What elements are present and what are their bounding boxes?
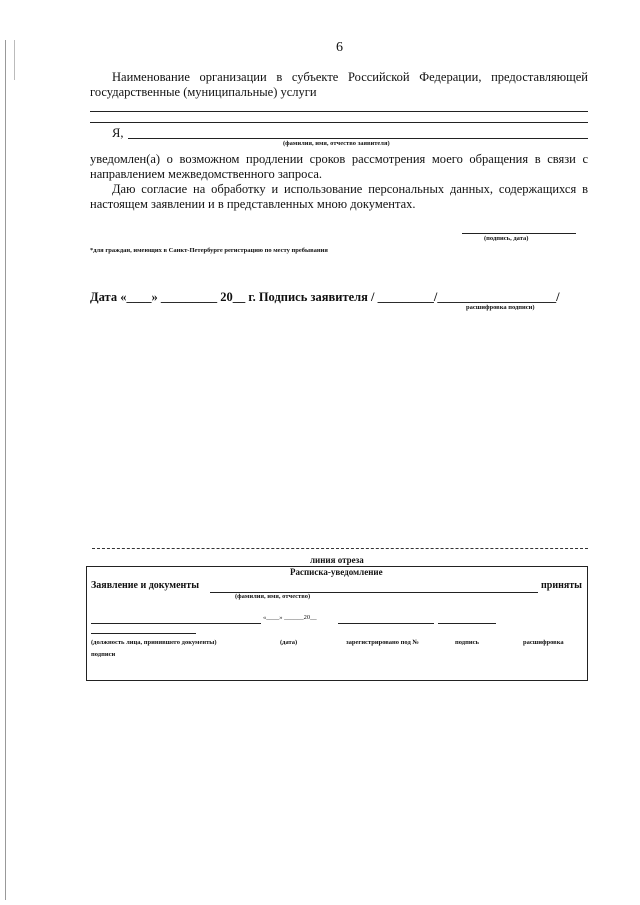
scan-margin-line <box>5 40 6 900</box>
tear-line <box>92 548 588 549</box>
receipt-accepted-label: приняты <box>541 580 582 591</box>
applicant-name-caption: (фамилия, имя, отчество заявителя) <box>283 140 390 147</box>
receipt-decode-caption: расшифровка <box>523 639 564 646</box>
scan-margin-line-top <box>14 40 15 80</box>
applicant-name-field[interactable] <box>128 138 588 139</box>
org-name-text: Наименование организации в субъекте Российской Федерации, предоставляющей государственные (муниципальные) услуги <box>90 70 588 99</box>
receipt-registered-caption: зарегистрировано под № <box>346 639 419 646</box>
org-name-line-1 <box>90 111 588 112</box>
receipt-date-field[interactable]: «____» ______20__ <box>263 614 317 621</box>
receipt-title: Расписка-уведомление <box>290 567 383 577</box>
consent-signature-caption: (подпись, дата) <box>484 235 529 242</box>
org-name-line-2 <box>90 122 588 123</box>
signature-decode-caption: расшифровка подписи) <box>466 304 535 311</box>
receipt-signature-field[interactable] <box>438 623 496 624</box>
receipt-docs-label: Заявление и документы <box>91 580 200 591</box>
receipt-short-line <box>91 633 196 634</box>
receipt-position-caption: (должность лица, принявшего документы) <box>91 639 217 646</box>
receipt-date-caption: (дата) <box>280 639 298 646</box>
extension-notice-text: уведомлен(а) о возможном продлении сроков рассмотрения моего обращения в связи с направлением межведомственного запроса. <box>90 152 588 181</box>
date-signature-row: Дата «____» _________ 20__ г. Подпись заявителя / _________/___________________/ <box>90 290 560 304</box>
receipt-regnum-field[interactable] <box>338 623 434 624</box>
consent-signature-field[interactable] <box>462 233 576 234</box>
receipt-signature-continued: подписи <box>91 651 116 658</box>
tear-line-label: линия отреза <box>310 555 364 565</box>
page-number: 6 <box>336 40 343 55</box>
receipt-fio-caption: (фамилия, имя, отчество) <box>235 593 311 600</box>
footnote: *для граждан, имеющих в Санкт-Петербурге регистрацию по месту пребывания <box>90 247 328 254</box>
applicant-prefix: Я, <box>112 126 124 140</box>
consent-text: Даю согласие на обработку и использование персональных данных, содержащихся в настоящем заявлении и в представленных мною документах. <box>90 182 588 211</box>
receipt-position-field[interactable] <box>91 623 261 624</box>
receipt-signature-caption: подпись <box>455 639 479 646</box>
